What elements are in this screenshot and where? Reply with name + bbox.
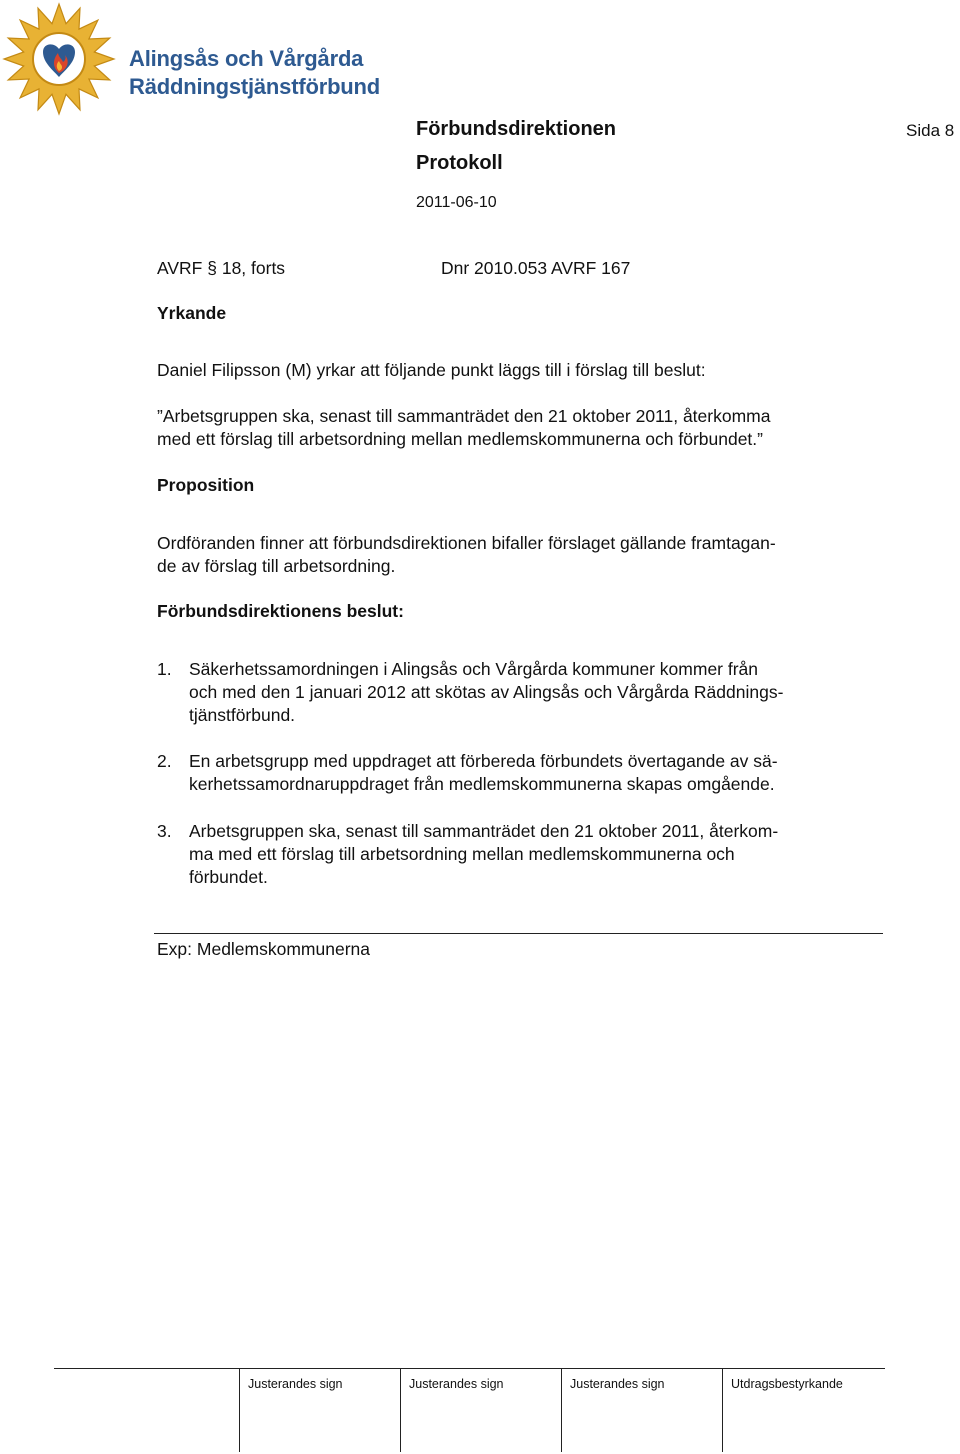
- heading-yrkande: Yrkande: [157, 303, 227, 323]
- divider: [154, 933, 883, 934]
- decision-number: 2.: [157, 751, 172, 771]
- text-line: tjänstförbund.: [189, 705, 296, 725]
- text-line: de av förslag till arbetsordning.: [157, 556, 396, 576]
- decision-number: 3.: [157, 821, 172, 841]
- text-line: förbundet.: [189, 867, 268, 887]
- page-number: Sida 8: [906, 121, 955, 140]
- decision-text: [189, 750, 778, 796]
- document-subtitle: Protokoll: [416, 152, 503, 174]
- decision-text: [189, 820, 778, 889]
- yrkande-intro: Daniel Filipsson (M) yrkar att följande punkt läggs till i förslag till beslut:: [157, 360, 706, 380]
- heading-proposition: Proposition: [157, 475, 255, 495]
- expedition-line: Exp: Medlemskommunerna: [157, 939, 370, 959]
- document-date: 2011-06-10: [416, 194, 497, 211]
- text-line: och med den 1 januari 2012 att skötas av Alingsås och Vårgårda Räddnings-: [189, 682, 784, 702]
- logo-text-line1: Alingsås och Vårgårda: [129, 46, 364, 71]
- heading-beslut: Förbundsdirektionens beslut:: [157, 601, 404, 621]
- text-line: Säkerhetssamordningen i Alingsås och Vårgårda kommuner kommer från: [189, 659, 759, 679]
- decision-text: [189, 658, 783, 727]
- text-line: ma med ett förslag till arbetsordning mellan medlemskommunerna och: [189, 844, 735, 864]
- proposition-text: [157, 532, 776, 578]
- signature-label: Utdragsbestyrkande: [731, 1377, 843, 1391]
- diary-number: Dnr 2010.053 AVRF 167: [441, 258, 631, 278]
- text-line: Arbetsgruppen ska, senast till sammanträdet den 21 oktober 2011, återkom-: [189, 821, 779, 841]
- paragraph-reference: AVRF § 18, forts: [157, 258, 286, 278]
- signature-label: Justerandes sign: [248, 1377, 343, 1391]
- logo-text-line2: Räddningstjänstförbund: [129, 74, 381, 99]
- text-line: En arbetsgrupp med uppdraget att förbereda förbundets övertagande av sä-: [189, 751, 778, 771]
- text-line: ”Arbetsgruppen ska, senast till sammanträdet den 21 oktober 2011, återkomma: [157, 406, 771, 426]
- text-line: med ett förslag till arbetsordning mellan medlemskommunerna och förbundet.”: [157, 429, 763, 449]
- signature-divider: [722, 1368, 723, 1452]
- signature-divider: [400, 1368, 401, 1452]
- text-line: Ordföranden finner att förbundsdirektionen bifaller förslaget gällande framtagan-: [157, 533, 776, 553]
- text-line: kerhetssamordnaruppdraget från medlemskommunerna skapas omgående.: [189, 774, 775, 794]
- signature-label: Justerandes sign: [409, 1377, 504, 1391]
- yrkande-quote: [157, 405, 770, 451]
- signature-divider: [239, 1368, 240, 1452]
- signature-divider: [561, 1368, 562, 1452]
- decision-number: 1.: [157, 659, 172, 679]
- document-title: Förbundsdirektionen: [416, 118, 616, 140]
- logo-emblem: [2, 2, 116, 116]
- signature-table-rule: [54, 1368, 885, 1369]
- signature-label: Justerandes sign: [570, 1377, 665, 1391]
